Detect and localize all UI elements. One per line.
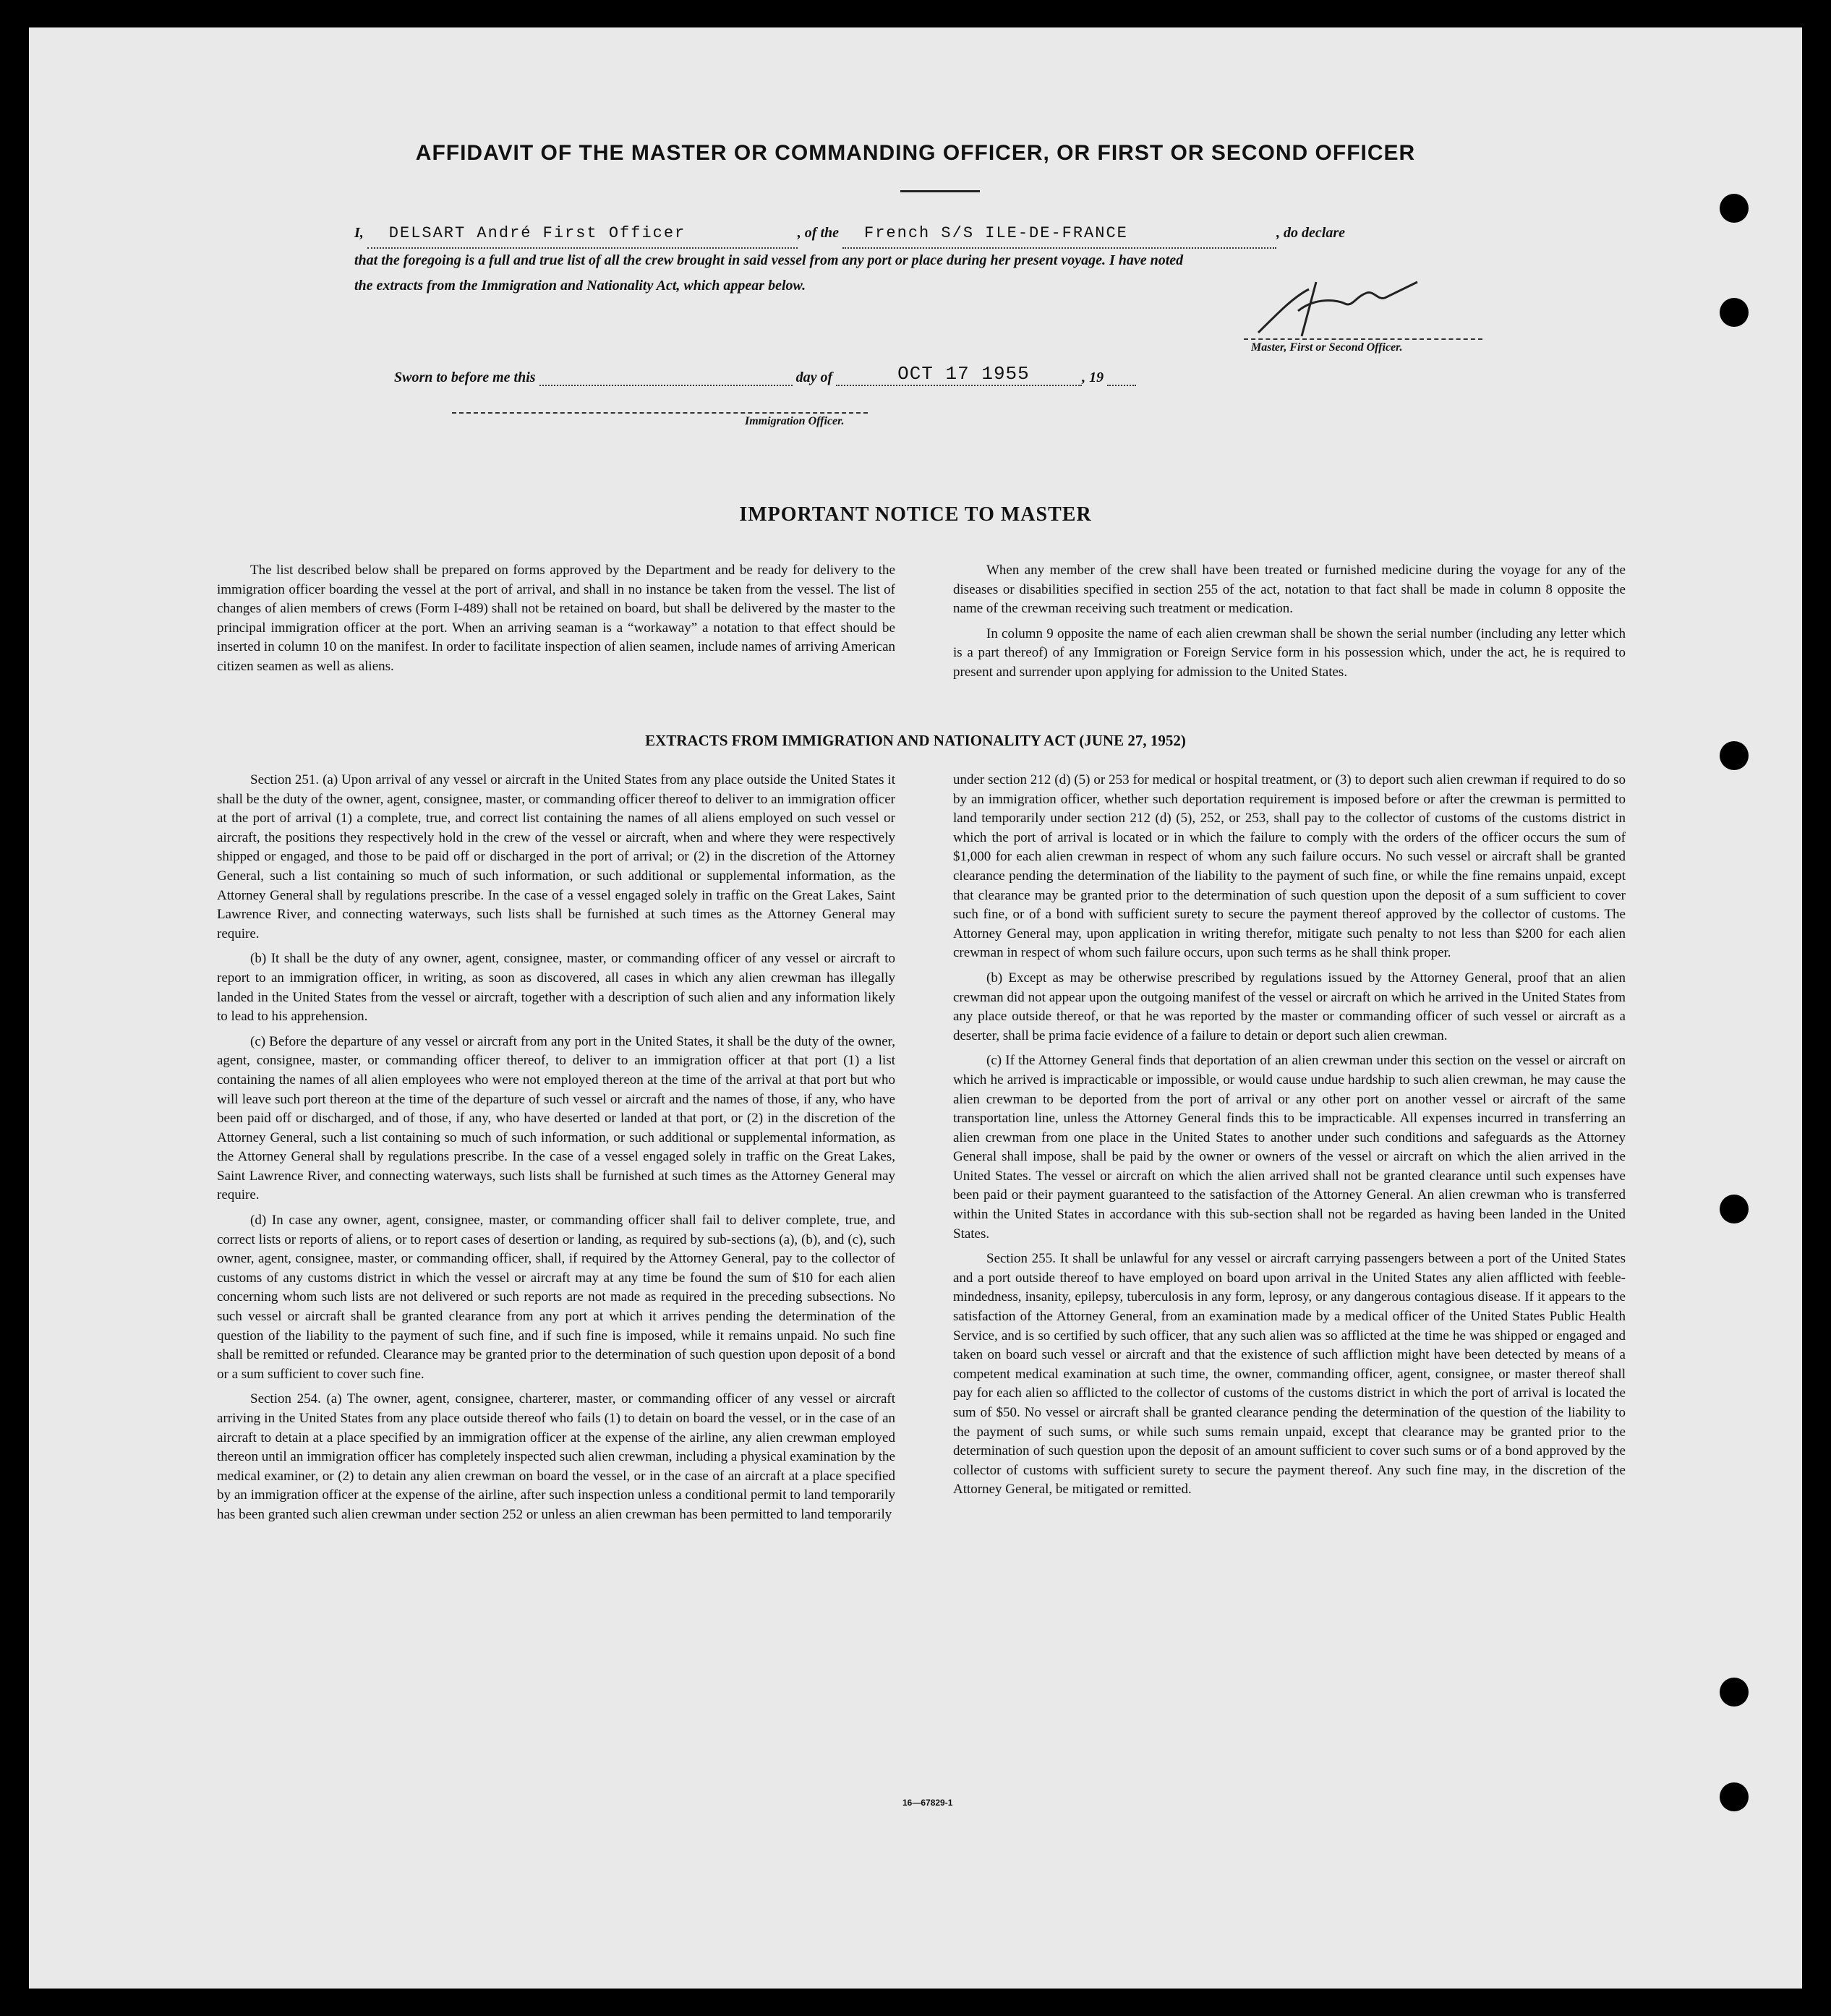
declaration-line-2: that the foregoing is a full and true list of all the crew brought in said vessel from any port or place during her present voyage. I have noted xyxy=(354,252,1184,268)
declaration-line-1 xyxy=(354,219,1482,249)
punch-hole xyxy=(1720,298,1749,327)
notice-left-paragraph: The list described below shall be prepared on forms approved by the Department and be ready for delivery to the immigration officer boarding the vessel at the port of arrival, and shall in no instance be taken from the vessel. The list of changes of alien members of crews (Form I-489) shall not be retained on board, but shall be delivered by the master to the principal immigration officer at the port. When an arriving seaman is a “workaway” a notation to that effect should be inserted in column 10 on the manifest. In order to facilitate inspection of alien seamen, include names of arriving American citizen seamen as well as aliens. xyxy=(217,563,895,674)
extract-paragraph: (d) In case any owner, agent, consignee, master, or commanding officer shall fail to deliver complete, true, and correct lists or reports of aliens, or to report cases of desertion or landing, as required by sub-sections (a), (b), and (c), such owner, agent, consignee, master, or commanding officer, shall, if required by the Attorney General, pay to the collector of customs of any customs district in which the vessel or aircraft may at any time be found the sum of $10 for each alien concerning whom such lists are not delivered or such reports are not made as required in the preceding subsections. No such vessel or aircraft shall be granted clearance from any port at which it arrives pending the determination of the question of the liability to the payment of such fine, and if such fine is imposed, while it remains unpaid. No such fine shall be remitted or refunded. Clearance may be granted prior to the determination of such question upon deposit of a bond or a sum sufficient to cover such fine. xyxy=(217,1213,895,1382)
signature-caption: Master, First or Second Officer. xyxy=(1251,341,1403,354)
extract-paragraph: Section 254. (a) The owner, agent, consignee, charterer, master, or commanding officer of any vessel or aircraft arriving in the United States from any place outside thereof who fails (1) to detain on board the vessel, or in the case of an aircraft to detain at a place specified by an immigration officer at the expense of the airline, any alien crewman employed thereon until an immigration officer has completely inspected such alien crewman, including a physical examination by the medical examiner, or (2) to detain any alien crewman on board the vessel, or in the case of an aircraft at a place specified by an immigration officer at the expense of the airline, after such inspection unless a conditional permit to land temporarily has been granted such alien crewman under section 252 or unless an alien crewman has been permitted to land temporarily xyxy=(217,1391,895,1522)
officer-name-field: DELSART André First Officer xyxy=(367,219,798,249)
sworn-day-of: day of xyxy=(795,370,833,385)
declaration-i: I, xyxy=(354,225,364,241)
notice-heading: IMPORTANT NOTICE TO MASTER xyxy=(739,503,1092,526)
punch-hole xyxy=(1720,1195,1749,1223)
sworn-day-field xyxy=(539,368,793,386)
punch-hole xyxy=(1720,194,1749,223)
declaration-line-3: the extracts from the Immigration and Nationality Act, which appear below. xyxy=(354,278,806,294)
extract-paragraph: (b) Except as may be otherwise prescribed by regulations issued by the Attorney General, proof that an alien crewman did not appear upon the outgoing manifest of the vessel or aircraft on which he arrived in the United States from any place outside thereof, or that he was reported by the master or commanding officer of such vessel or aircraft as a deserter, shall be prima facie evidence of a failure to detain or deport such alien crewman. xyxy=(953,970,1626,1043)
notice-right-column xyxy=(953,561,1626,688)
title-underline xyxy=(900,190,980,192)
sworn-line xyxy=(394,363,1136,386)
notice-right-paragraph-1: When any member of the crew shall have been treated or furnished medicine during the voyage for any of the diseases or disabilities specified in section 255 of the act, notation to that fact shall be made in column 8 opposite the name of the crewman receiving such treatment or medication. xyxy=(953,563,1626,617)
punch-hole xyxy=(1720,1678,1749,1707)
immigration-officer-line xyxy=(452,412,868,414)
extracts-heading: EXTRACTS FROM IMMIGRATION AND NATIONALITY ACT (JUNE 27, 1952) xyxy=(645,732,1186,749)
extract-paragraph: under section 212 (d) (5) or 253 for medical or hospital treatment, or (3) to deport such alien crewman if required to do so by an immigration officer, whether such deportation requirement is imposed before or after the crewman is permitted to land temporarily under section 212 (d) (5), 252, or 253, shall pay to the collector of customs of the customs district in which the port of arrival is located or in which the failure to comply with the orders of the officer occurs the sum of $1,000 for each alien crewman in respect of whom any such failure occurs. No such vessel or aircraft shall be granted clearance pending the determination of the liability to the payment of such fine, or while the fine remains unpaid, except that clearance may be granted prior to the determination of such question upon the deposit of a sum sufficient to cover such fine, or of a bond with sufficient surety to secure the payment thereof approved by the collector of customs. The Attorney General may, upon application in writing therefor, mitigate such penalty to not less than $200 for each alien crewman in respect of whom such failure occurs, upon such terms as he shall think proper. xyxy=(953,772,1626,961)
sworn-prefix: Sworn to before me this xyxy=(394,370,536,385)
notice-right-paragraph-2: In column 9 opposite the name of each alien crewman shall be shown the serial number (including any letter which is a part thereof) of any Immigration or Foreign Service form in his possession which, under the act, he is required to present and surrender upon applying for admission to the United States. xyxy=(953,625,1626,680)
extract-paragraph: (c) Before the departure of any vessel or aircraft from any port in the United States, it shall be the duty of the owner, agent, consignee, master, or commanding officer thereof, to deliver to an immigration officer at that port (1) a list containing the names of all alien employees who were not employed thereon at the time of the arrival at that port but who will leave such port thereon at the time of the departure of such vessel or aircraft and the names of those, if any, who have been paid off or discharged, and of those, if any, who have deserted or landed at that port, or (2) in the discretion of the Attorney General, such a list containing so much of such information, or such additional or supplemental information, as the Attorney General shall by regulations prescribe. In the case of a vessel engaged solely in traffic on the Great Lakes, Saint Lawrence River, and connecting waterways, such lists shall be furnished at such times as the Attorney General may require. xyxy=(217,1033,895,1203)
extract-paragraph: (c) If the Attorney General finds that deportation of an alien crewman under this section on the vessel or aircraft on which he arrived is impracticable or impossible, or would cause undue hardship to such alien crewman, he may cause the alien crewman to be deported from the port of arrival or any other port on another vessel or aircraft of the same transportation line, unless the Attorney General finds this to be impracticable. All expenses incurred in transferring an alien crewman from one place in the United States to another under such conditions and safeguards as the Attorney General shall impose, shall be paid by the owner or owners of the vessel or aircraft on which the alien arrived in the United States. The vessel or aircraft on which the alien arrived shall not be granted clearance until such expenses have been paid or their payment guaranteed to the satisfaction of the Attorney General. An alien crewman who is transferred within the United States in accordance with this sub-section shall not be regarded as having been landed in the United States. xyxy=(953,1053,1626,1242)
immigration-officer-caption: Immigration Officer. xyxy=(745,415,845,427)
affidavit-title: AFFIDAVIT OF THE MASTER OR COMMANDING OFFICER, OR FIRST OR SECOND OFFICER xyxy=(415,141,1416,165)
form-number: 16—67829-1 xyxy=(902,1798,953,1808)
date-stamp: OCT 17 1955 xyxy=(897,363,1030,385)
sworn-month-field xyxy=(836,363,1082,386)
extract-paragraph: Section 255. It shall be unlawful for any vessel or aircraft carrying passengers between a port of the United States and a port outside thereof to have employed on board upon arrival in the United States any alien afflicted with feeble-mindedness, insanity, epilepsy, tuberculosis in any form, leprosy, or any dangerous contagious disease. If it appears to the satisfaction of the Attorney General, from an examination made by a medical officer of the United States Public Health Service, and is so certified by such officer, that any such alien was so afflicted at the time he was shipped or engaged and taken on board such vessel or aircraft and that the existence of such affliction might have been detected by means of a competent medical examination at such time, the owner, commanding officer, agent, consignee, or master thereof shall pay for each alien so afflicted to the collector of customs of the customs district in which the port of arrival is located the sum of $50. No vessel or aircraft shall be granted clearance pending the determination of the question of the liability to the payment of such sums, or while such sums remain unpaid, except that clearance may be granted prior to the determination of such question upon the deposit of an amount sufficient to cover such sums or of a bond approved by the collector of customs with sufficient surety to secure the payment thereof. Any such fine may, in the discretion of the Attorney General, be mitigated or remitted. xyxy=(953,1251,1626,1498)
sworn-year-field xyxy=(1107,368,1136,386)
sworn-year-prefix: , 19 xyxy=(1082,370,1104,385)
signature-line xyxy=(1244,338,1482,340)
declaration-of-the: , of the xyxy=(797,225,840,241)
officer-signature xyxy=(1229,268,1446,347)
extract-paragraph: (b) It shall be the duty of any owner, agent, consignee, master, or commanding officer of any vessel or aircraft to report to an immigration officer, in writing, as soon as discovered, all cases in which any alien crewman has illegally landed in the United States from the vessel or aircraft, together with a description of such alien and any information likely to lead to his apprehension. xyxy=(217,951,895,1025)
extracts-right-column xyxy=(953,771,1626,1505)
extract-paragraph: Section 251. (a) Upon arrival of any vessel or aircraft in the United States from any place outside the United States it shall be the duty of the owner, agent, consignee, master, or commanding officer thereof to deliver to an immigration officer at the port of arrival (1) a complete, true, and correct list containing the names of all aliens employed on such vessel or aircraft, the positions they respectively hold in the crew of the vessel or aircraft, when and where they were respectively shipped or engaged, and those to be paid off or discharged in the port of arrival; or (2) in the discretion of the Attorney General, such a list containing so much of such information, or such additional or supplemental information, as the Attorney General shall by regulations prescribe. In the case of a vessel engaged solely in traffic on the Great Lakes, Saint Lawrence River, and connecting waterways, such lists shall be furnished at such times as the Attorney General may require. xyxy=(217,772,895,941)
declaration-do-declare: , do declare xyxy=(1276,225,1345,241)
notice-left-column xyxy=(217,561,895,683)
punch-hole xyxy=(1720,1782,1749,1811)
vessel-name-field: French S/S ILE-DE-FRANCE xyxy=(842,219,1276,249)
extracts-left-column xyxy=(217,771,895,1531)
